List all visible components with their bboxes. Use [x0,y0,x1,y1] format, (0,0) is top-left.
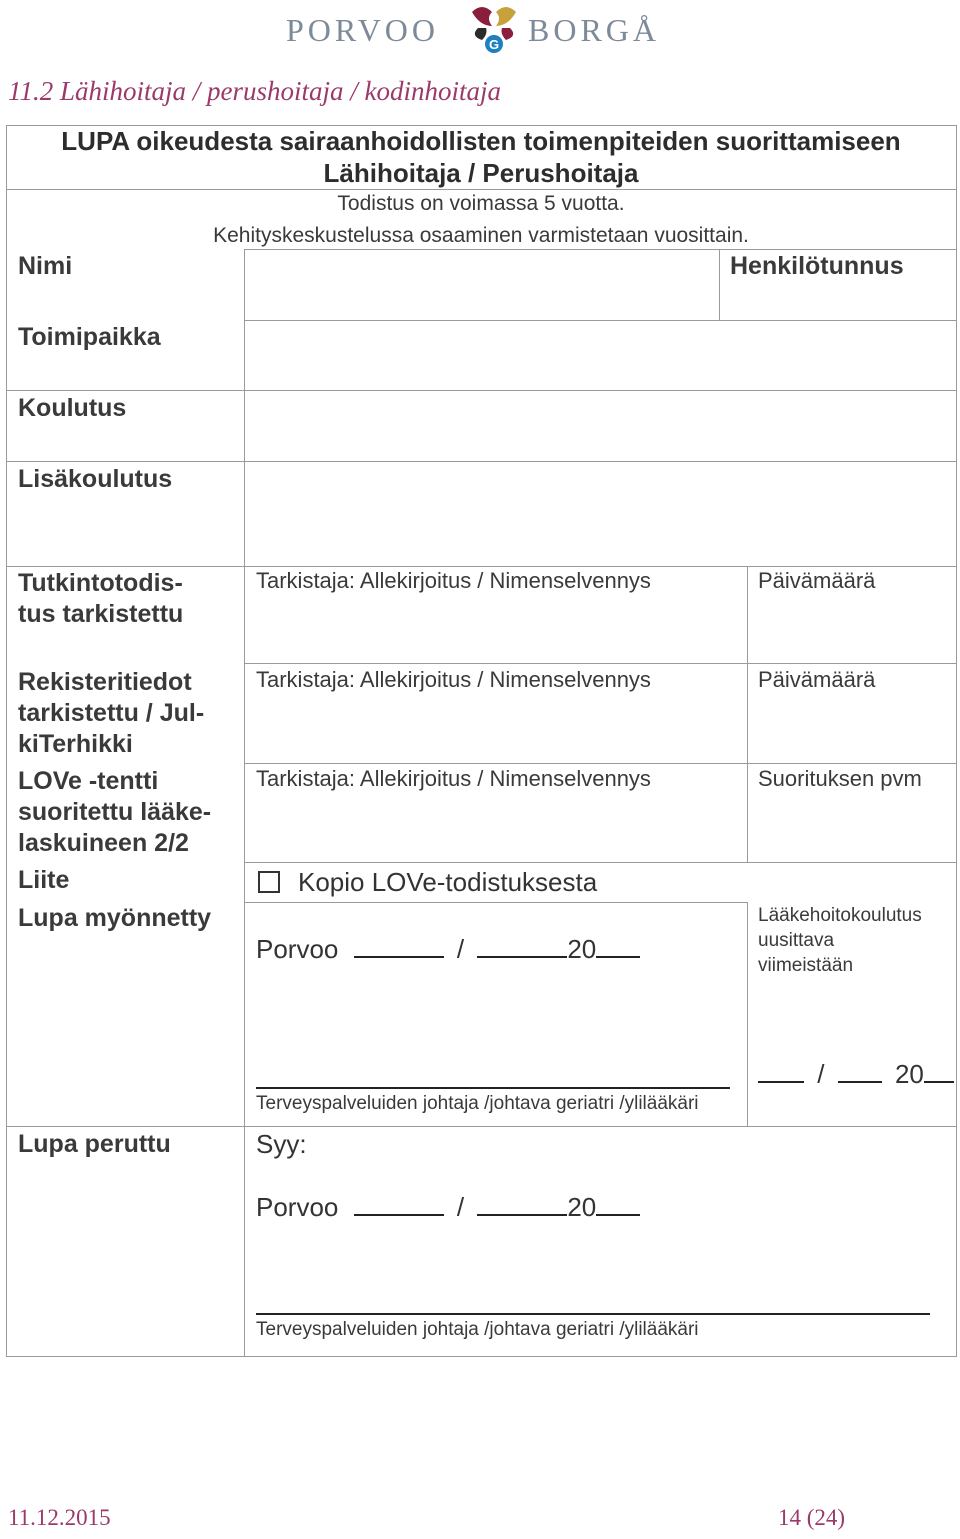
renewal-note-line1: Lääkehoitokoulutus [758,905,922,926]
granted-label: Lupa myönnetty [18,904,212,932]
table-border-left [6,125,7,1357]
degree-checker-field: Tarkistaja: Allekirjoitus / Nimenselvennys [256,568,651,593]
row-divider [6,566,957,567]
granted-place: Porvoo [256,934,339,964]
logo-text-borga: BORGÅ [528,12,661,48]
attachment-item-label: Kopio LOVe-todistuksesta [298,867,598,897]
love-label-line1: LOVe -tentti [18,767,159,795]
registry-checked-label [18,667,204,760]
city-emblem-icon [466,4,522,56]
degree-checked-label-line2: tus tarkistettu [18,600,184,628]
row-divider [244,862,957,863]
row-divider [6,189,957,190]
registry-label-line2: tarkistettu / Jul- [18,699,205,727]
granted-signature-line[interactable] [256,1087,730,1089]
registry-date-field: Päivämäärä [758,667,876,692]
degree-date-field: Päivämäärä [758,568,876,593]
granted-slash: / [456,934,465,964]
ssn-label: Henkilötunnus [730,252,904,280]
renewal-note-line2: uusittava [758,930,835,951]
table-border-bottom [6,1356,957,1357]
date-column-divider [747,566,748,863]
form-subtitle: Lähihoitaja / Perushoitaja [323,158,639,188]
footer-date: 11.12.2015 [8,1505,111,1530]
review-note: Kehityskeskustelussa osaaminen varmistetaan vuosittain. [213,224,749,247]
date-column-divider [747,902,748,1127]
registry-checker-field: Tarkistaja: Allekirjoitus / Nimenselvennys [256,667,651,692]
renewal-year-prefix: 20 [894,1059,924,1089]
renewal-date-line [758,1059,954,1090]
degree-checked-label-line1: Tutkintotodis- [18,569,183,597]
granted-year-blank[interactable] [596,955,640,958]
form-title: LUPA oikeudesta sairaanhoidollisten toimenpiteiden suorittamiseen [61,126,901,156]
workplace-label: Toimipaikka [18,323,161,351]
revoked-day-blank[interactable] [354,1213,444,1216]
revoked-place: Porvoo [256,1192,339,1222]
table-border-right [956,125,957,1357]
love-checker-field: Tarkistaja: Allekirjoitus / Nimenselvennys [256,766,651,791]
row-divider [6,390,957,391]
row-divider [244,663,957,664]
renewal-slash: / [817,1059,825,1089]
granted-signer-title: Terveyspalveluiden johtaja /johtava geriatri /ylilääkäri [256,1093,699,1114]
granted-year-prefix: 20 [567,934,597,964]
footer-page-number: 14 (24) [778,1505,846,1530]
row-divider [244,763,957,764]
renewal-note [758,903,922,978]
extra-education-label: Lisäkoulutus [18,465,173,493]
revoked-signature-line[interactable] [256,1313,930,1315]
love-exam-label [18,766,211,859]
label-column-divider [244,249,245,1357]
registry-label-line1: Rekisteritiedot [18,668,192,696]
revoked-year-blank[interactable] [596,1213,640,1216]
renewal-day-blank[interactable] [758,1080,804,1083]
love-certificate-checkbox[interactable] [258,871,280,893]
revoked-label: Lupa peruttu [18,1130,171,1158]
degree-checked-label [18,568,183,630]
row-divider [244,320,957,321]
granted-day-blank[interactable] [354,955,444,958]
love-label-line3: laskuineen 2/2 [18,829,189,857]
renewal-note-line3: viimeistään [758,955,854,976]
registry-label-line3: kiTerhikki [18,730,133,758]
attachment-checkbox-row[interactable] [258,867,597,898]
education-label: Koulutus [18,394,127,422]
row-divider [6,1126,957,1127]
granted-month-blank[interactable] [477,955,567,958]
renewal-year-blank[interactable] [924,1080,954,1083]
section-title: 11.2 Lähihoitaja / perushoitaja / kodinhoitaja [8,76,502,106]
porvoo-borga-logo [286,4,686,56]
granted-place-date-line [256,934,640,965]
row-divider [244,249,957,250]
validity-note: Todistus on voimassa 5 vuotta. [337,192,625,215]
name-label: Nimi [18,252,73,280]
revoked-month-blank[interactable] [477,1213,567,1216]
attachment-label: Liite [18,866,70,894]
love-completion-date-field: Suorituksen pvm [758,766,922,791]
row-divider [6,461,957,462]
revoked-slash: / [456,1192,465,1222]
logo-text-porvoo: PORVOO [286,12,440,48]
renewal-month-blank[interactable] [838,1080,882,1083]
svg-text:G: G [488,37,500,52]
reason-label: Syy: [256,1129,307,1159]
revoked-signer-title: Terveyspalveluiden johtaja /johtava geriatri /ylilääkäri [256,1319,699,1340]
revoked-year-prefix: 20 [567,1192,597,1222]
row-divider [244,902,747,903]
revoked-place-date-line [256,1192,640,1223]
ssn-column-divider [719,249,720,321]
love-label-line2: suoritettu lääke- [18,798,212,826]
